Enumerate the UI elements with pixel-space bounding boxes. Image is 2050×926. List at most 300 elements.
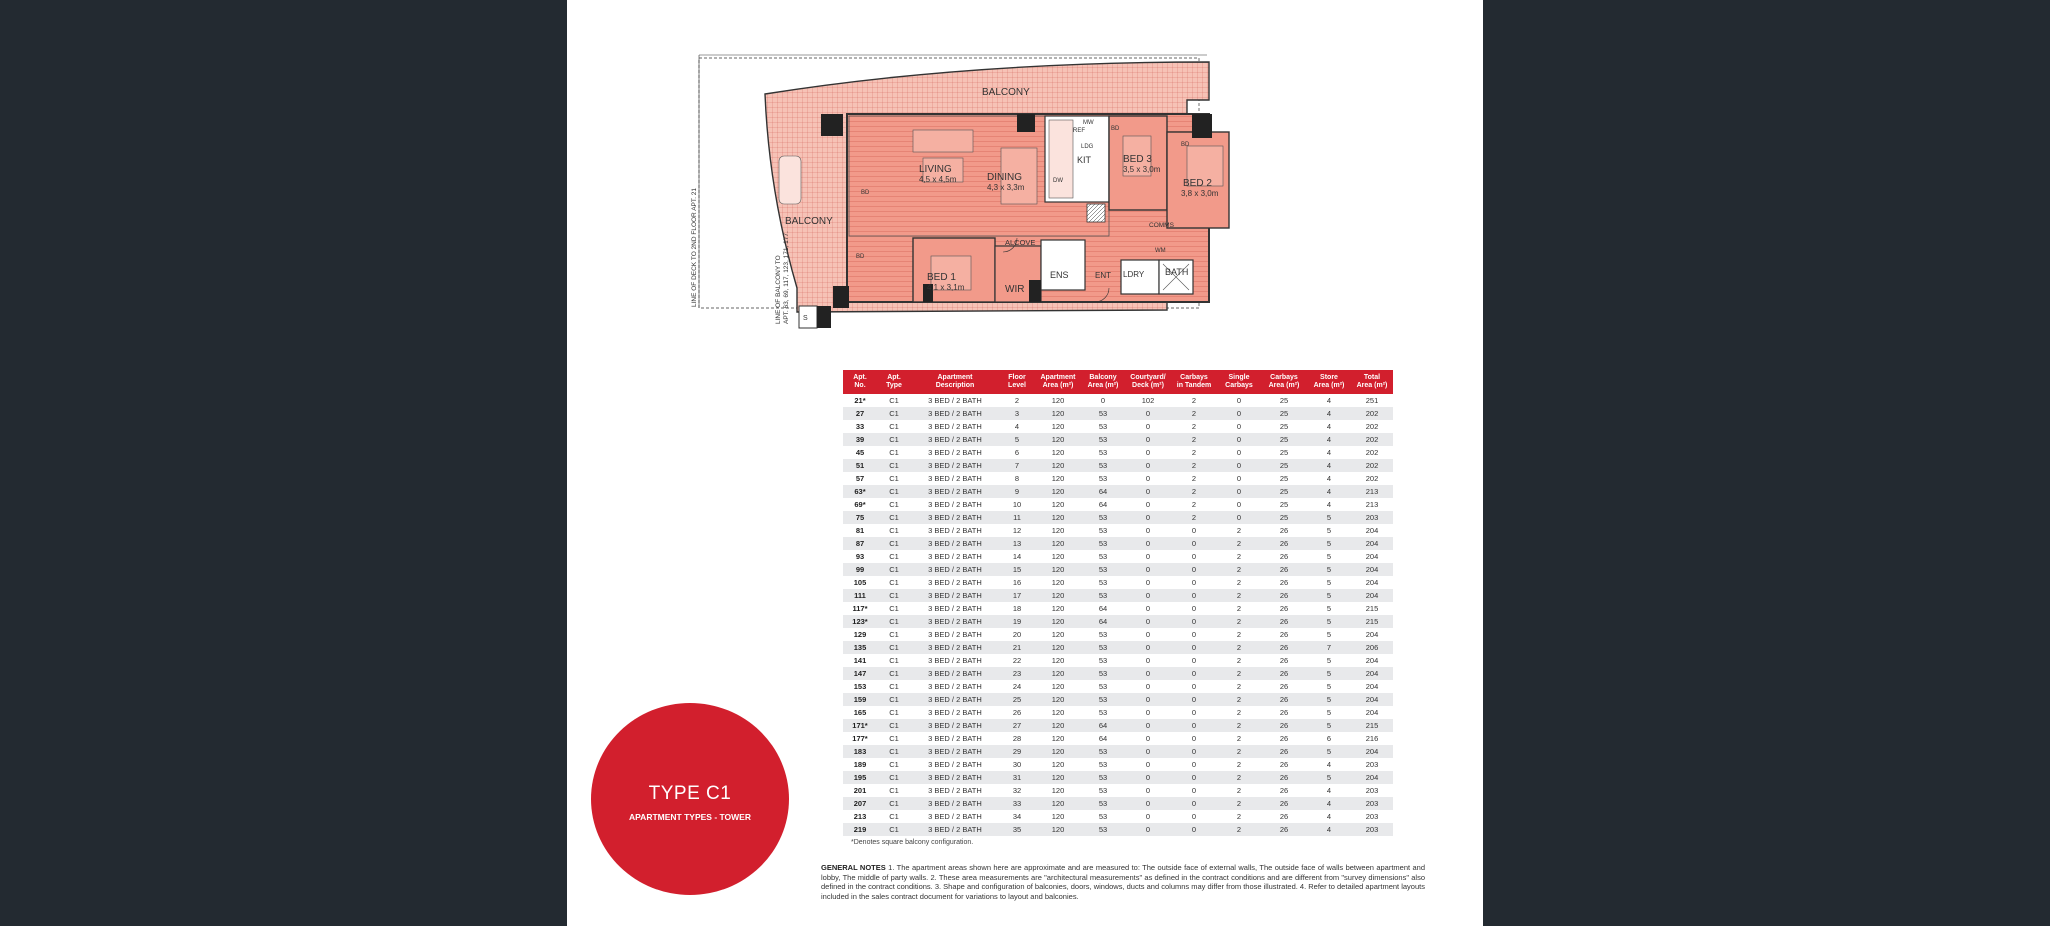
floor-plan [687,52,1327,362]
table-cell: 141 [853,656,867,665]
column-header-line: Carbays [1180,374,1208,381]
table-cell: 8 [1014,474,1020,483]
table-cell: 3 BED / 2 BATH [928,396,982,405]
table-cell: 3 BED / 2 BATH [928,604,982,613]
table-row [843,563,1393,576]
table-cell: 0 [1145,552,1151,561]
room-label: BED 1 [927,272,956,283]
table-cell: 26 [1261,641,1307,654]
table-cell: 0 [1191,552,1197,561]
room-label: WIR [1005,284,1025,295]
table-cell: 120 [1035,823,1081,836]
room-size: 3,5 x 3,0m [1123,165,1161,174]
table-cell: 2 [1236,682,1242,691]
table-cell: 120 [1051,812,1065,821]
table-cell: 26 [1261,589,1307,602]
table-cell: C1 [877,797,911,810]
table-cell: 0 [1191,760,1197,769]
column-header-line: Carbays [1225,382,1253,389]
table-cell: 202 [1351,433,1393,446]
table-row [843,615,1393,628]
column-header-line: Apartment [937,374,973,381]
table-cell: 64 [1081,615,1125,628]
table-cell: 45 [855,448,865,457]
table-cell: 0 [1125,797,1171,810]
table-cell: 4 [1307,797,1351,810]
room-label: LIVING [919,164,952,175]
table-cell: 3 BED / 2 BATH [911,459,999,472]
table-cell: 3 BED / 2 BATH [911,667,999,680]
table-cell: 0 [1236,474,1242,483]
table-cell: 17 [999,589,1035,602]
table-cell: 105 [853,578,867,587]
column-header [1307,370,1351,394]
table-cell: 53 [1098,656,1108,665]
table-cell: 204 [1365,552,1379,561]
table-cell: 26 [1279,630,1289,639]
table-cell: 4 [1326,422,1332,431]
table-cell: 0 [1236,396,1242,405]
table-cell: 26 [1261,719,1307,732]
table-cell: 53 [1081,407,1125,420]
table-cell: 64 [1081,719,1125,732]
table-cell: 202 [1351,459,1393,472]
table-cell: 0 [1217,407,1261,420]
type-badge [591,703,789,895]
table-cell: 26 [1279,760,1289,769]
table-cell: C1 [889,734,899,743]
table-cell: 4 [1307,407,1351,420]
table-cell: 22 [1012,656,1022,665]
table-cell: 32 [1012,786,1022,795]
table-cell: 53 [1081,641,1125,654]
table-cell: 26 [1279,604,1289,613]
table-row [843,628,1393,641]
general-notes [821,863,1425,901]
table-cell: 53 [1098,552,1108,561]
table-cell: 21* [854,396,866,405]
column-header [877,370,911,394]
table-cell: 5 [1307,667,1351,680]
table-row [843,823,1393,836]
table-cell: 3 BED / 2 BATH [911,407,999,420]
table-cell: 2 [1217,719,1261,732]
apartment-schedule-table [843,370,1393,836]
table-cell: 0 [1145,760,1151,769]
table-cell: 2 [1236,578,1242,587]
table-cell: 129 [853,630,867,639]
table-cell: 120 [1035,615,1081,628]
table-cell: 123* [843,615,877,628]
table-cell: 2 [1236,604,1242,613]
table-cell: 0 [1145,526,1151,535]
table-row [843,537,1393,550]
table-row [843,680,1393,693]
column-header-line: in Tandem [1176,382,1212,389]
table-cell: C1 [889,630,899,639]
table-cell: C1 [877,771,911,784]
table-cell: 4 [1307,433,1351,446]
table-cell: 2 [1236,526,1242,535]
fixture-label: BD [1111,126,1120,132]
fixture-label: LDG [1081,144,1094,150]
table-cell: 69* [854,500,866,509]
table-cell: 99 [843,563,877,576]
table-cell: 26 [1261,823,1307,836]
column-header [1035,370,1081,394]
table-cell: 120 [1035,771,1081,784]
table-cell: 165 [853,708,867,717]
table-cell: 23 [999,667,1035,680]
table-cell: 120 [1051,734,1065,743]
table-cell: 25 [1261,459,1307,472]
table-cell: 204 [1365,708,1379,717]
fixture-label: BD [1181,142,1190,148]
table-cell: 3 BED / 2 BATH [928,812,982,821]
table-cell: C1 [889,578,899,587]
table-cell: 25 [1261,485,1307,498]
table-cell: 120 [1035,641,1081,654]
table-row [843,641,1393,654]
table-cell: 183 [843,745,877,758]
table-cell: 39 [843,433,877,446]
table-cell: 5 [1326,708,1332,717]
table-cell: 26 [1279,656,1289,665]
table-cell: C1 [889,552,899,561]
general-notes-text: 1. The apartment areas shown here are approximate and are measured to: The outside face of external walls, The outside face of walls between apartment and lobby, The middle of party walls. 2. These area measurements are "architectural measurements" as defined in the contract conditions and are different from "survey dimensions" also defined in the contract conditions. 3. Shape and configuration of balconies, doors, windows, ducts and columns may differ from those illustrated. 4. Refer to detailed apartment layouts included in the sales contract document for variations to layout and balconies. [821,863,1425,901]
table-cell: 120 [1035,563,1081,576]
table-cell: 120 [1051,396,1065,405]
table-cell: 0 [1171,771,1217,784]
column-header-line: Single [1228,374,1250,381]
table-cell: 3 BED / 2 BATH [928,578,982,587]
table-cell: 3 BED / 2 BATH [928,422,982,431]
table-cell: 64 [1098,500,1108,509]
table-cell: 0 [1191,526,1197,535]
table-cell: 2 [1217,563,1261,576]
table-cell: 35 [999,823,1035,836]
table-cell: 120 [1035,433,1081,446]
table-cell: 2 [1191,422,1197,431]
table-cell: 7 [1307,641,1351,654]
table-cell: C1 [877,641,911,654]
table-cell: C1 [889,760,899,769]
room-label: BALCONY [785,216,833,227]
column-header [1217,370,1261,394]
table-cell: 5 [1326,656,1332,665]
table-cell: 33 [855,422,865,431]
table-cell: 26 [1279,708,1289,717]
column-header-line: Type [886,382,902,389]
table-cell: 213 [1365,500,1379,509]
column-header-line: Area (m²) [1087,382,1119,389]
table-cell: 53 [1081,537,1125,550]
table-cell: 120 [1035,667,1081,680]
table-cell: 3 BED / 2 BATH [928,786,982,795]
table-cell: 203 [1351,823,1393,836]
table-cell: 3 BED / 2 BATH [911,797,999,810]
room-size: 3,8 x 3,0m [1181,189,1219,198]
table-cell: 26 [1261,693,1307,706]
table-cell: 2 [1171,511,1217,524]
table-cell: 213 [853,812,867,821]
column-header-line: Apartment [1040,374,1076,381]
table-cell: 3 BED / 2 BATH [928,500,982,509]
table-cell: 203 [1365,786,1379,795]
table-cell: 2 [1236,656,1242,665]
table-cell: 0 [1191,812,1197,821]
room-label: ENT [1095,271,1111,280]
table-cell: 4 [1326,786,1332,795]
table-cell: 251 [1365,396,1379,405]
table-cell: 63* [843,485,877,498]
column-header-line: Balcony [1089,374,1117,381]
brochure-page [567,0,1483,926]
table-cell: 120 [1051,500,1065,509]
badge-title: TYPE C1 [648,783,732,804]
table-cell: 4 [1326,500,1332,509]
balcony-line-note: LINE OF BALCONY TO [775,255,782,324]
table-cell: 26 [1261,537,1307,550]
table-cell: 0 [1125,485,1171,498]
table-cell: 3 BED / 2 BATH [911,615,999,628]
table-cell: 0 [1191,682,1197,691]
table-cell: C1 [889,656,899,665]
table-cell: 3 BED / 2 BATH [928,630,982,639]
room-label: ENS [1050,270,1069,280]
room-size: 4,1 x 3,1m [927,283,965,292]
table-cell: 0 [1145,578,1151,587]
table-cell: 0 [1145,786,1151,795]
table-cell: 204 [1351,667,1393,680]
table-cell: C1 [877,719,911,732]
table-cell: 15 [999,563,1035,576]
table-cell: 203 [1365,812,1379,821]
table-cell: 5 [1326,682,1332,691]
table-cell: 28 [1012,734,1022,743]
table-cell: 195 [843,771,877,784]
table-cell: 120 [1051,786,1065,795]
table-cell: 2 [1236,630,1242,639]
table-cell: 153 [853,682,867,691]
table-cell: 26 [1279,786,1289,795]
table-cell: 53 [1081,433,1125,446]
table-cell: 204 [1365,578,1379,587]
table-cell: 53 [1081,589,1125,602]
table-cell: 0 [1145,448,1151,457]
table-cell: 4 [1326,396,1332,405]
table-cell: 18 [1012,604,1022,613]
column-header-line: Carbays [1270,374,1298,381]
fixture-label: BD [861,190,870,196]
table-cell: 2 [1191,396,1197,405]
table-cell: 0 [1217,511,1261,524]
table-cell: 4 [1307,459,1351,472]
table-cell: 135 [843,641,877,654]
table-cell: 26 [1261,667,1307,680]
table-cell: 34 [1012,812,1022,821]
room-label: COMMS [1149,222,1174,229]
table-cell: 4 [1307,823,1351,836]
floor-plan-drawing [687,52,1327,362]
table-cell: 0 [1125,641,1171,654]
table-cell: 0 [1191,604,1197,613]
table-cell: 5 [1307,537,1351,550]
table-cell: 53 [1098,760,1108,769]
table-cell: 26 [1279,682,1289,691]
table-cell: 53 [1081,797,1125,810]
table-cell: 215 [1351,615,1393,628]
deck-line-note: LINE OF DECK TO 2ND FLOOR APT. 21 [691,188,698,307]
table-cell: 33 [999,797,1035,810]
table-cell: 0 [1217,485,1261,498]
table-cell: 9 [999,485,1035,498]
table-cell: 204 [1351,771,1393,784]
table-row [843,589,1393,602]
table-cell: 120 [1035,407,1081,420]
table-cell: 0 [1125,615,1171,628]
table-cell: 0 [1171,537,1217,550]
table-cell: 0 [1125,433,1171,446]
room-label: BED 3 [1123,154,1152,165]
table-cell: 5 [1326,630,1332,639]
table-cell: 120 [1035,537,1081,550]
table-cell: 147 [843,667,877,680]
table-cell: C1 [877,407,911,420]
table-cell: 3 BED / 2 BATH [911,589,999,602]
table-cell: 3 BED / 2 BATH [911,771,999,784]
table-cell: 30 [1012,760,1022,769]
table-cell: C1 [889,682,899,691]
table-cell: 2 [1014,396,1020,405]
room-size: 4,5 x 4,5m [919,175,957,184]
table-cell: 204 [1351,693,1393,706]
column-header-line: Deck (m²) [1132,382,1164,389]
fixture-label: REF [1073,128,1085,134]
table-row [843,511,1393,524]
table-cell: 0 [1191,708,1197,717]
table-cell: 3 [999,407,1035,420]
table-cell: 0 [1125,563,1171,576]
table-row [843,654,1393,667]
table-cell: C1 [877,537,911,550]
table-cell: C1 [877,563,911,576]
column-header-line: Area (m²) [1042,382,1074,389]
table-cell: 75 [843,511,877,524]
table-cell: 2 [1236,812,1242,821]
table-cell: 4 [1307,485,1351,498]
table-cell: 120 [1051,630,1065,639]
table-cell: 5 [1326,604,1332,613]
general-notes-label: GENERAL NOTES [821,863,886,872]
table-cell: 0 [1100,396,1106,405]
table-row [843,433,1393,446]
table-cell: 7 [999,459,1035,472]
table-cell: 0 [1145,708,1151,717]
table-cell: 24 [1012,682,1022,691]
table-cell: 2 [1217,771,1261,784]
table-cell: 3 BED / 2 BATH [928,734,982,743]
table-cell: 2 [1191,500,1197,509]
table-cell: 5 [1307,693,1351,706]
table-cell: 215 [1365,604,1379,613]
table-cell: 0 [1171,667,1217,680]
table-cell: 25 [1279,474,1289,483]
column-header [1261,370,1307,394]
column-header-line: Area (m²) [1313,382,1345,389]
table-cell: 202 [1351,407,1393,420]
table-cell: 6 [1326,734,1332,743]
table-cell: 3 BED / 2 BATH [911,537,999,550]
column-header [843,370,877,394]
table-cell: 120 [1035,745,1081,758]
table-cell: 3 BED / 2 BATH [911,823,999,836]
fixture-label: WM [1155,248,1166,254]
table-cell: 3 BED / 2 BATH [911,719,999,732]
table-cell: 3 BED / 2 BATH [911,433,999,446]
table-cell: 2 [1236,786,1242,795]
table-cell: 6 [1014,448,1020,457]
table-cell: 5 [1307,615,1351,628]
table-cell: 204 [1351,589,1393,602]
table-body [843,394,1393,836]
column-header [1125,370,1171,394]
table-cell: 3 BED / 2 BATH [928,474,982,483]
table-cell: 202 [1365,422,1379,431]
table-cell: 2 [1191,448,1197,457]
table-cell: 120 [1035,693,1081,706]
table-cell: 120 [1051,708,1065,717]
table-cell: 25 [1279,500,1289,509]
table-cell: 219 [843,823,877,836]
table-row [843,719,1393,732]
table-row [843,745,1393,758]
column-header-line: Area (m²) [1268,382,1300,389]
table-cell: 0 [1217,433,1261,446]
table-row [843,732,1393,745]
table-cell: C1 [889,396,899,405]
table-cell: 53 [1098,422,1108,431]
table-cell: 0 [1236,422,1242,431]
table-cell: 26 [1279,552,1289,561]
table-cell: 0 [1191,656,1197,665]
table-cell: 120 [1035,511,1081,524]
table-cell: 25 [1279,448,1289,457]
table-cell: C1 [889,448,899,457]
table-cell: 57 [855,474,865,483]
badge-subtitle: APARTMENT TYPES - TOWER [629,812,751,822]
table-cell: 0 [1171,719,1217,732]
table-cell: 2 [1217,823,1261,836]
table-cell: 111 [843,589,877,602]
table-cell: 81 [855,526,865,535]
table-cell: 120 [1051,578,1065,587]
table-row [843,602,1393,615]
table-cell: 5 [1326,526,1332,535]
table-cell: 120 [1035,797,1081,810]
table-cell: 0 [1217,459,1261,472]
table-cell: 26 [1261,797,1307,810]
table-cell: 26 [1279,526,1289,535]
table-cell: 26 [1261,745,1307,758]
table-cell: 0 [1191,630,1197,639]
table-row [843,693,1393,706]
table-cell: 0 [1171,563,1217,576]
table-cell: 0 [1145,474,1151,483]
table-cell: 29 [999,745,1035,758]
table-row [843,706,1393,719]
table-cell: 3 BED / 2 BATH [911,693,999,706]
